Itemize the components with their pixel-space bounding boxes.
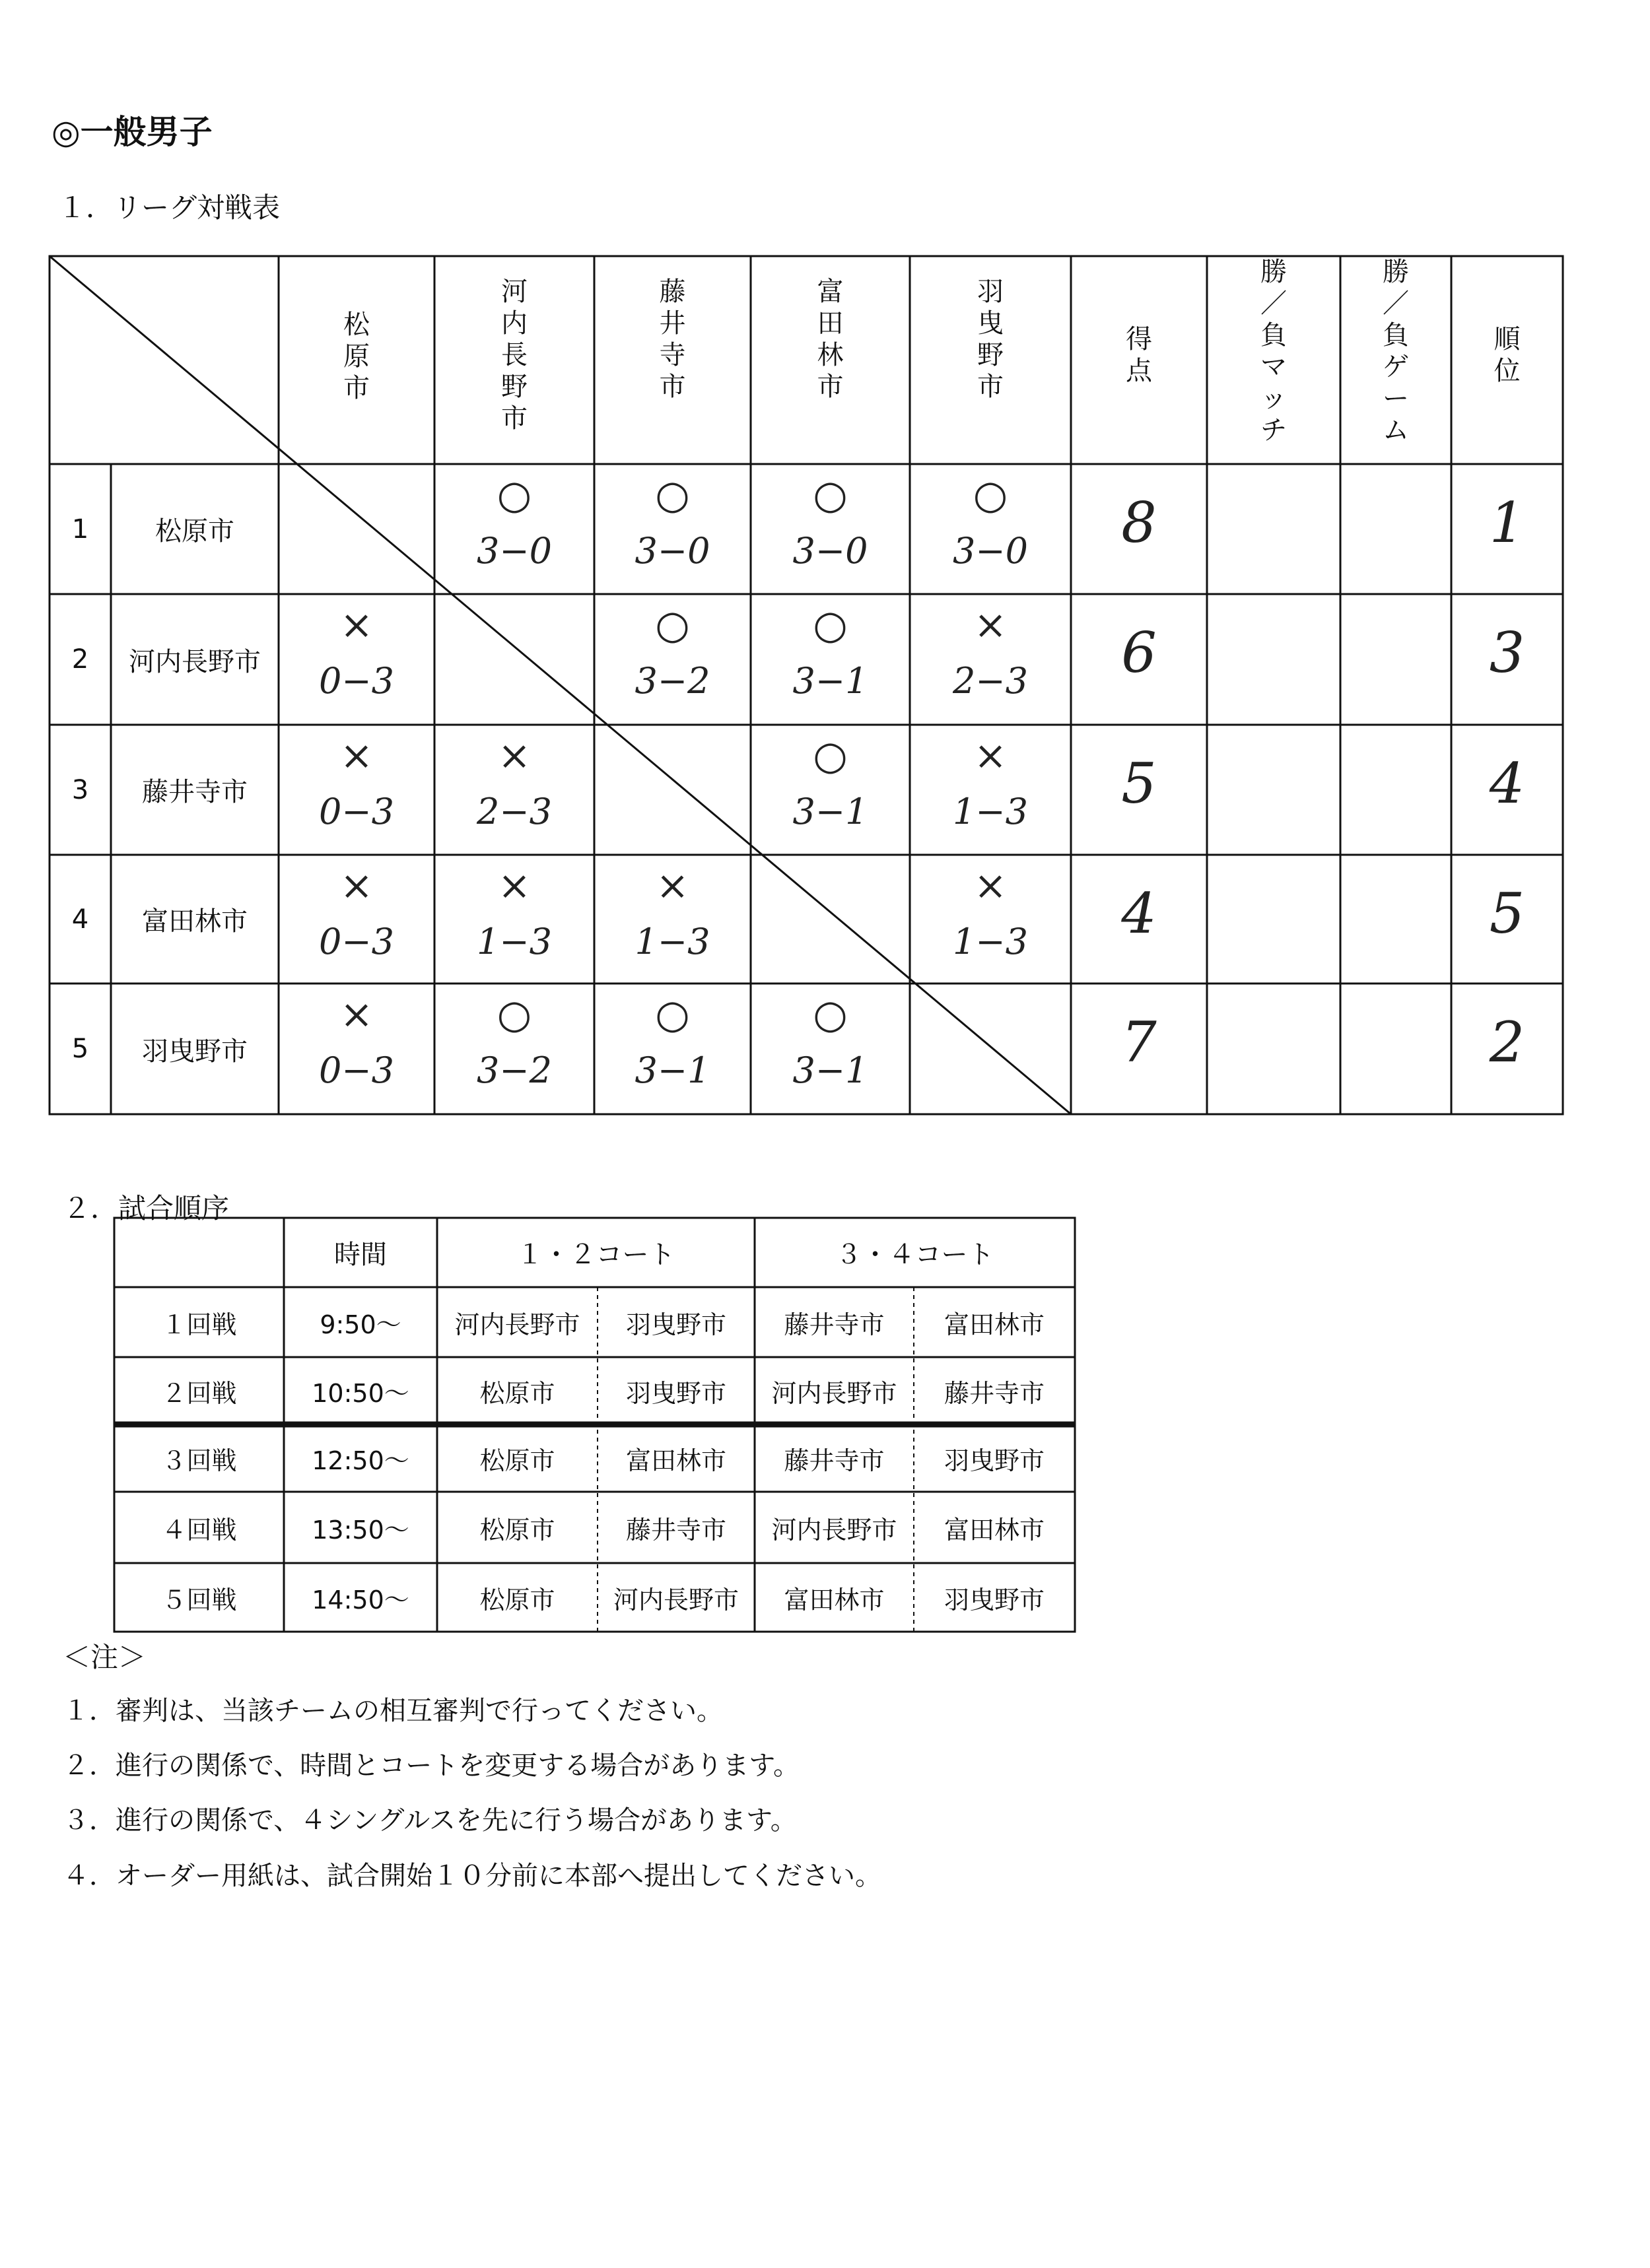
schedule-court1: 河内長野市 [454, 1310, 580, 1339]
schedule-header-court34: ３・４コート [835, 1240, 994, 1270]
schedule-court1: 松原市 [479, 1446, 555, 1475]
result-mark: ○ [973, 472, 1008, 518]
result-score: 0−3 [319, 1050, 394, 1091]
result-score: 2−3 [477, 791, 552, 832]
col-header-team: 松 原 市 [343, 310, 370, 403]
result-mark: ○ [497, 991, 532, 1038]
note-item: １．審判は、当該チームの相互審判で行ってください。 [63, 1696, 723, 1726]
result-mark: × [973, 863, 1008, 909]
schedule-court4: 羽曳野市 [944, 1585, 1045, 1615]
schedule-time: 10:50〜 [312, 1378, 409, 1408]
schedule-court4: 富田林市 [944, 1310, 1045, 1339]
result-mark: ○ [655, 991, 690, 1038]
note-item: ３．進行の関係で、４シングルスを先に行う場合があります。 [63, 1805, 797, 1836]
schedule-header-court12: １・２コート [516, 1240, 675, 1270]
schedule-round: ４回戦 [161, 1515, 237, 1545]
result-score: 3−1 [792, 791, 868, 832]
schedule-court4: 羽曳野市 [944, 1446, 1045, 1475]
result-mark: ○ [655, 472, 690, 518]
result-mark: × [339, 602, 374, 648]
result-mark: ○ [813, 472, 848, 518]
result-score: 3−0 [792, 530, 868, 572]
row-team: 藤井寺市 [142, 777, 248, 807]
schedule-court2: 羽曳野市 [625, 1310, 726, 1339]
row-points: 6 [1121, 620, 1157, 685]
schedule-court4: 藤井寺市 [944, 1378, 1045, 1408]
row-number: 1 [71, 514, 89, 545]
row-team: 松原市 [155, 516, 234, 547]
result-mark: × [339, 863, 374, 909]
schedule-court2: 羽曳野市 [625, 1378, 726, 1408]
result-mark: × [973, 733, 1008, 779]
schedule-round: ３回戦 [161, 1446, 237, 1475]
schedule-court2: 河内長野市 [613, 1585, 739, 1615]
schedule-court1: 松原市 [479, 1378, 555, 1408]
schedule-court1: 松原市 [479, 1585, 555, 1615]
row-number: 2 [71, 644, 89, 675]
schedule-time: 14:50〜 [312, 1585, 409, 1615]
result-mark: ○ [813, 602, 848, 648]
schedule-court2: 富田林市 [625, 1446, 726, 1475]
row-number: 5 [71, 1034, 89, 1064]
row-team: 河内長野市 [129, 646, 261, 677]
row-rank: 5 [1489, 881, 1525, 946]
result-mark: × [339, 733, 374, 779]
result-score: 0−3 [319, 660, 394, 702]
result-mark: × [339, 991, 374, 1038]
result-score: 3−0 [477, 530, 552, 572]
row-points: 5 [1121, 751, 1157, 816]
result-mark: ○ [813, 991, 848, 1038]
notes-heading: ＜注＞ [63, 1641, 147, 1673]
row-points: 7 [1121, 1010, 1157, 1075]
schedule-heading: ２．試合順序 [63, 1192, 230, 1224]
col-header-extra: 勝 ／ 負 マ ッ チ [1260, 257, 1287, 446]
result-score: 1−3 [635, 921, 710, 962]
result-mark: ○ [813, 733, 848, 779]
col-header-extra: 順 位 [1494, 324, 1521, 386]
schedule-time: 13:50〜 [312, 1515, 409, 1545]
col-header-extra: 得 点 [1126, 324, 1152, 386]
league-heading: １．リーグ対戦表 [58, 191, 281, 224]
result-score: 3−0 [953, 530, 1028, 572]
row-number: 3 [71, 774, 89, 805]
result-mark: × [497, 733, 532, 779]
row-rank: 3 [1489, 620, 1525, 685]
result-score: 1−3 [953, 791, 1028, 832]
row-number: 4 [71, 904, 89, 935]
col-header-team: 羽 曳 野 市 [977, 277, 1004, 402]
row-rank: 2 [1489, 1010, 1525, 1075]
note-item: ２．進行の関係で、時間とコートを変更する場合があります。 [63, 1751, 800, 1781]
schedule-court4: 富田林市 [944, 1515, 1045, 1545]
schedule-court2: 藤井寺市 [625, 1515, 726, 1545]
result-score: 3−1 [635, 1050, 710, 1091]
result-score: 1−3 [477, 921, 552, 962]
row-rank: 1 [1489, 490, 1525, 555]
result-score: 1−3 [953, 921, 1028, 962]
result-score: 3−2 [477, 1050, 552, 1091]
schedule-time: 9:50〜 [320, 1310, 401, 1339]
schedule-court3: 河内長野市 [771, 1515, 897, 1545]
page-title: ◎一般男子 [52, 113, 213, 151]
col-header-team: 富 田 林 市 [817, 277, 844, 402]
schedule-court3: 藤井寺市 [784, 1446, 885, 1475]
result-score: 0−3 [319, 791, 394, 832]
result-score: 3−2 [635, 660, 710, 702]
result-score: 0−3 [319, 921, 394, 962]
result-mark: × [973, 602, 1008, 648]
row-points: 4 [1121, 881, 1157, 946]
schedule-round: ５回戦 [161, 1585, 237, 1615]
schedule-court3: 藤井寺市 [784, 1310, 885, 1339]
result-score: 2−3 [953, 660, 1028, 702]
schedule-time: 12:50〜 [312, 1446, 409, 1475]
schedule-court3: 河内長野市 [771, 1378, 897, 1408]
col-header-team: 藤 井 寺 市 [659, 277, 686, 402]
col-header-extra: 勝 ／ 負 ゲ ー ム [1383, 257, 1409, 446]
schedule-round: ２回戦 [161, 1378, 237, 1408]
result-mark: × [656, 863, 689, 909]
schedule-court1: 松原市 [479, 1515, 555, 1545]
result-mark: × [497, 863, 532, 909]
schedule-court3: 富田林市 [784, 1585, 885, 1615]
schedule-round: １回戦 [161, 1310, 237, 1339]
note-item: ４．オーダー用紙は、試合開始１０分前に本部へ提出してください。 [63, 1861, 881, 1891]
col-header-team: 河 内 長 野 市 [501, 277, 528, 434]
row-points: 8 [1121, 490, 1157, 555]
result-score: 3−1 [792, 1050, 868, 1091]
result-mark: ○ [497, 472, 532, 518]
row-team: 富田林市 [142, 906, 248, 937]
result-score: 3−1 [792, 660, 868, 702]
result-score: 3−0 [635, 530, 710, 572]
row-rank: 4 [1489, 751, 1525, 816]
row-team: 羽曳野市 [142, 1036, 248, 1067]
result-mark: ○ [655, 602, 690, 648]
schedule-header-time: 時間 [334, 1240, 387, 1270]
